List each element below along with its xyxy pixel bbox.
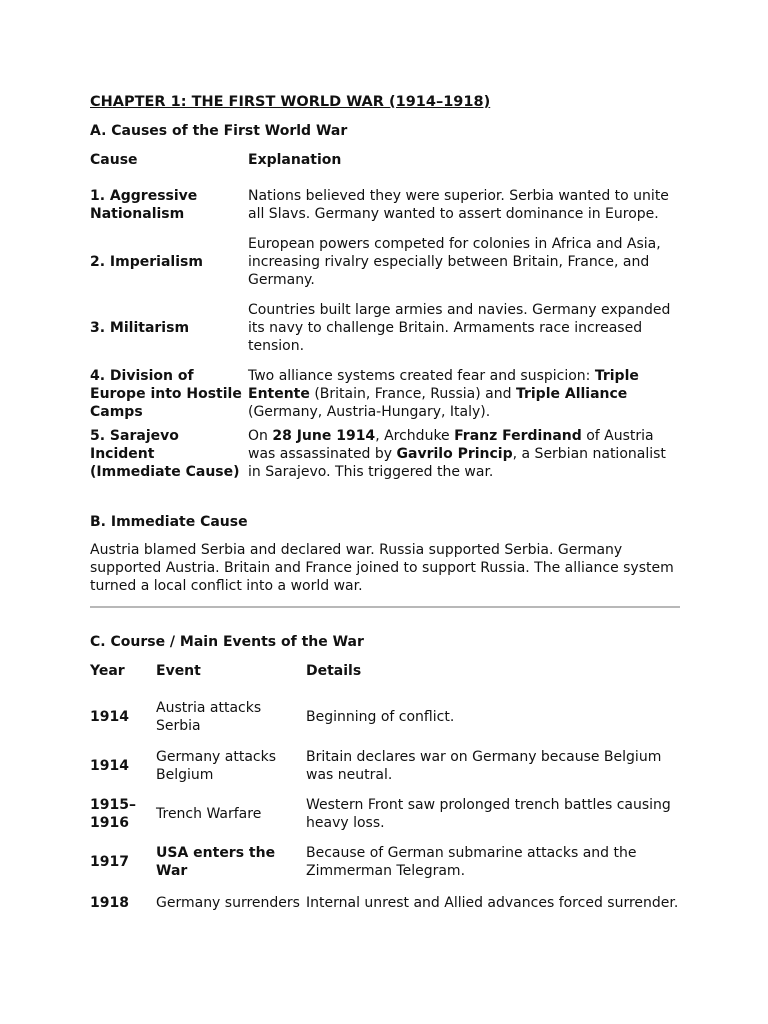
- explanation-text: , Archduke: [375, 428, 455, 444]
- cause-label: 5. Sarajevo Incident (Immediate Cause): [90, 428, 240, 480]
- header-details: Details: [306, 663, 362, 679]
- event-name: USA enters the War: [156, 845, 276, 879]
- explanation-text: Nations believed they were superior. Serbia wanted to unite all Slavs. Germany wanted to assert dominance in Europe.: [248, 188, 669, 222]
- event-details: Britain declares war on Germany because Belgium was neutral.: [306, 749, 662, 783]
- explanation-text: , a Serbian nationalist in Sarajevo. This triggered the war.: [248, 446, 666, 480]
- cause-explanation: [248, 181, 680, 229]
- cause-label: 2. Imperialism: [90, 254, 203, 270]
- explanation-text: Two alliance systems created fear and suspicion:: [248, 368, 595, 384]
- table-row: [90, 427, 680, 481]
- events-table: [90, 662, 680, 920]
- highlighted-term: Triple Entente: [248, 368, 639, 402]
- table-row: [90, 886, 680, 920]
- explanation-text: (Britain, France, Russia) and: [309, 386, 516, 402]
- event-details: Western Front saw prolonged trench battles causing heavy loss.: [306, 797, 671, 831]
- event-name: Germany attacks Belgium: [156, 749, 277, 783]
- explanation-text: (Germany, Austria-Hungary, Italy).: [248, 404, 491, 420]
- explanation-text: European powers competed for colonies in Africa and Asia, increasing rivalry especially between Britain, France, and Germany.: [248, 236, 661, 288]
- event-details: Beginning of conflict.: [306, 709, 455, 725]
- header-year: Year: [90, 663, 125, 679]
- event-name: Trench Warfare: [156, 806, 262, 822]
- table-row: [90, 361, 680, 427]
- event-year: 1917: [90, 854, 129, 870]
- highlighted-term: 28 June 1914: [272, 428, 376, 444]
- table-row: [90, 181, 680, 229]
- table-row: [90, 229, 680, 295]
- cause-label: 1. Aggressive Nationalism: [90, 188, 198, 222]
- cause-explanation: [248, 427, 680, 481]
- header-cause: Cause: [90, 152, 138, 168]
- event-name: Germany surrenders: [156, 895, 300, 911]
- cause-label: 4. Division of Europe into Hostile Camps: [90, 368, 242, 420]
- header-event: Event: [156, 663, 201, 679]
- cause-explanation: [248, 361, 680, 427]
- cause-explanation: [248, 229, 680, 295]
- table-row: [90, 742, 680, 790]
- event-name: Austria attacks Serbia: [156, 700, 262, 734]
- explanation-text: of Austria was assassinated by: [248, 428, 654, 462]
- event-year: 1914: [90, 758, 129, 774]
- event-year: 1915–1916: [90, 797, 136, 831]
- highlighted-term: Franz Ferdinand: [454, 428, 582, 444]
- causes-header-row: [90, 151, 680, 181]
- highlighted-term: Triple Alliance: [515, 386, 628, 402]
- cause-label: 3. Militarism: [90, 320, 190, 336]
- explanation-text: Countries built large armies and navies. Germany expanded its navy to challenge Britain. Armaments race increased tension.: [248, 302, 671, 354]
- table-row: [90, 838, 680, 886]
- table-row: [90, 692, 680, 742]
- header-explanation: Explanation: [248, 152, 342, 168]
- causes-table: [90, 151, 680, 481]
- event-year: 1914: [90, 709, 129, 725]
- event-year: 1918: [90, 895, 129, 911]
- event-details: Because of German submarine attacks and the Zimmerman Telegram.: [306, 845, 637, 879]
- document-body: [90, 92, 680, 920]
- cause-explanation: [248, 295, 680, 361]
- events-header-row: [90, 662, 680, 692]
- explanation-text: On: [248, 428, 273, 444]
- chapter-title: CHAPTER 1: THE FIRST WORLD WAR (1914–1918): [90, 94, 491, 110]
- section-a-heading: A. Causes of the First World War: [90, 123, 348, 139]
- section-b-heading: B. Immediate Cause: [90, 514, 248, 530]
- highlighted-term: Gavrilo Princip: [396, 446, 513, 462]
- section-c-heading: C. Course / Main Events of the War: [90, 634, 364, 650]
- table-row: [90, 790, 680, 838]
- event-details: Internal unrest and Allied advances forced surrender.: [306, 895, 679, 911]
- section-b-text: Austria blamed Serbia and declared war. Russia supported Serbia. Germany supported Austria. Britain and France joined to support Russia. The alliance system turned a local conflict into a world war.: [90, 542, 674, 594]
- table-row: [90, 295, 680, 361]
